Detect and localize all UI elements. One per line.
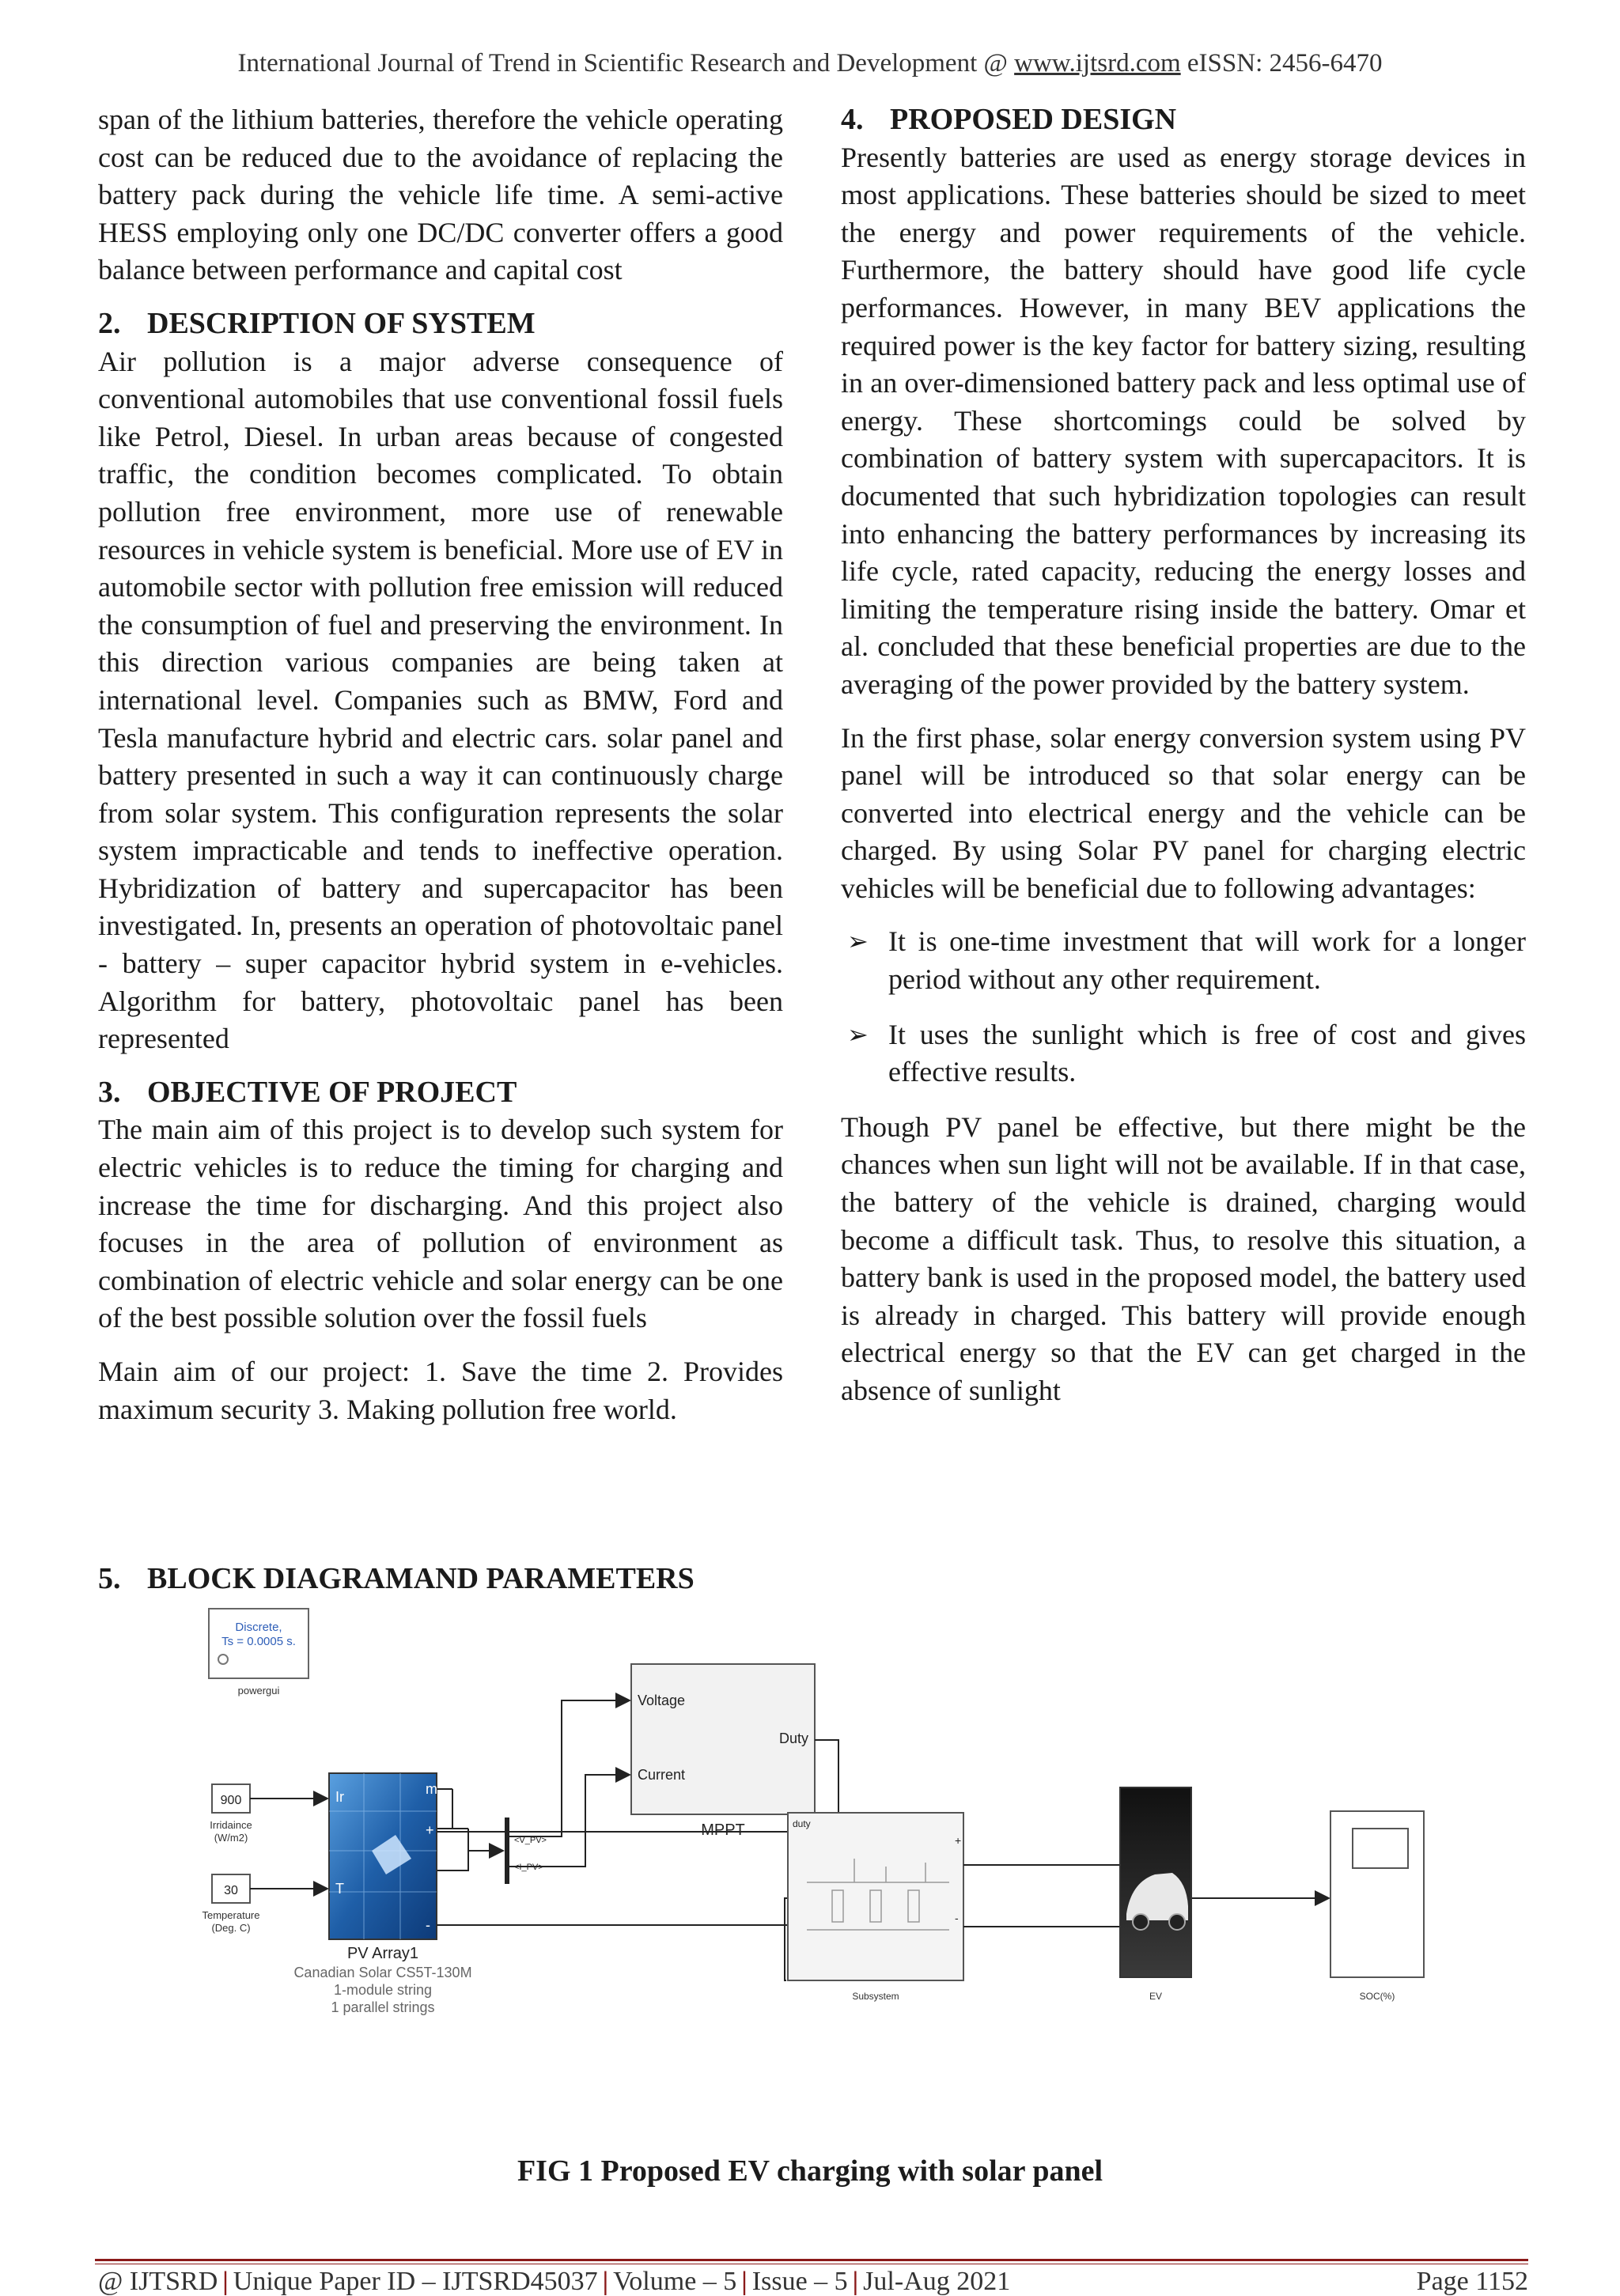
header-suffix: eISSN: 2456-6470 <box>1180 49 1383 78</box>
section-heading-4 <box>841 101 1526 139</box>
subsystem-block[interactable] <box>788 1813 963 2002</box>
bus-selector[interactable] <box>505 1818 547 1884</box>
bus-signal-v: <V_PV> <box>514 1836 547 1845</box>
section-number: 3. <box>98 1075 121 1109</box>
page-footer <box>98 2267 1528 2296</box>
soc-label: SOC(%) <box>1359 1991 1395 2002</box>
arrow-bullet-icon: ➢ <box>847 927 869 956</box>
figure-caption: FIG 1 Proposed EV charging with solar panel <box>517 2154 1103 2188</box>
block-diagram-figure <box>174 1598 1440 2151</box>
pv-array-parallel: 1 parallel strings <box>331 1999 435 2015</box>
irradiance-label: Irridaince <box>210 1819 252 1831</box>
pv-port-ir: Ir <box>335 1789 344 1805</box>
powergui-line1: Discrete, <box>235 1621 282 1634</box>
powergui-line2: Ts = 0.0005 s. <box>221 1635 296 1648</box>
mppt-port-voltage: Voltage <box>638 1693 686 1708</box>
running-header <box>0 49 1620 78</box>
subsystem-label: Subsystem <box>852 1991 899 2002</box>
header-prefix: International Journal of Trend in Scientific Research and Development @ <box>237 49 1015 78</box>
soc-scope-block[interactable] <box>1330 1811 1424 2002</box>
section-number: 2. <box>98 306 121 340</box>
paragraph: Presently batteries are used as energy storage devices in most applications. These batteries should be sized to meet the energy and power requirements of the vehicle. Furthermore, the battery should have good life cycle performances. However, in many BEV applications the required power is the key factor for battery sizing, resulting in an over-dimensioned battery pack and less optimal use of energy. These shortcomings could be solved by combination of battery system with supercapacitors. It is documented that such hybridization topologies can result into enhancing the battery performances by increasing its life cycle, rated capacity, reducing the energy losses and limiting the temperature rising inside the battery. Omar et al. concluded that these beneficial properties are due to the averaging of the power provided by the battery system. <box>841 141 1526 700</box>
simulink-diagram <box>174 1598 1440 2151</box>
pv-port-t: T <box>335 1881 344 1897</box>
paragraph: The main aim of this project is to develop such system for electric vehicles is to reduce the timing for charging and increase the time for discharging. And this project also focuses in the area of pollution of environment as combination of electric vehicle and solar energy can be one of the best possible solution over the fossil fuels <box>98 1114 783 1334</box>
footer-issue: Issue – 5 <box>751 2267 848 2296</box>
right-column <box>841 101 1526 1426</box>
paragraph: Main aim of our project: 1. Save the time 2. Provides maximum security 3. Making pollution free world. <box>98 1356 783 1425</box>
pv-array-label: PV Array1 <box>346 1945 419 1962</box>
pv-array-string: 1-module string <box>333 1982 433 1998</box>
pv-port-minus: - <box>426 1917 430 1933</box>
constant-lines <box>250 1799 327 1889</box>
page-number: Page 1152 <box>1416 2267 1528 2296</box>
pv-array-block[interactable] <box>293 1773 471 2015</box>
section-number: 4. <box>841 103 864 136</box>
powergui-label: powergui <box>237 1685 280 1696</box>
journal-link[interactable]: www.ijtsrd.com <box>1014 49 1181 78</box>
temperature-unit: (Deg. C) <box>211 1922 251 1934</box>
subsystem-port-duty: duty <box>793 1818 811 1829</box>
subsystem-port-plus: + <box>955 1834 962 1847</box>
temperature-constant[interactable] <box>202 1874 260 1934</box>
temperature-value: 30 <box>224 1884 238 1897</box>
subsystem-port-minus: - <box>955 1912 959 1924</box>
section-title: DESCRIPTION OF SYSTEM <box>147 306 536 340</box>
irradiance-constant[interactable] <box>210 1784 252 1844</box>
mppt-port-duty: Duty <box>778 1731 808 1746</box>
pv-array-model: Canadian Solar CS5T-130M <box>293 1965 472 1980</box>
pv-port-plus: + <box>426 1822 434 1838</box>
section-title: BLOCK DIAGRAMAND PARAMETERS <box>147 1562 695 1595</box>
list-item <box>841 923 1526 998</box>
paragraph: In the first phase, solar energy conversion system using PV panel will be introduced so that solar energy can be converted into electrical energy and the vehicle can be charged. By using Solar PV panel for charging electric vehicles will be beneficial due to following advantages: <box>841 721 1526 904</box>
mppt-port-current: Current <box>638 1767 686 1783</box>
footer-date: Jul-Aug 2021 <box>863 2267 1011 2296</box>
mppt-label: MPPT <box>701 1821 745 1839</box>
footer-rule <box>95 2259 1528 2261</box>
paragraph: Though PV panel be effective, but there might be the chances when sun light will not be available. If in that case, the battery of the vehicle is drained, charging would become a difficult task. Thus, to resolve this situation, a battery bank is used in the proposed model, the battery used is already in charged. This battery will provide enough electrical energy so that the EV can get charged in the absence of sunlight <box>841 1110 1526 1406</box>
paragraph: Air pollution is a major adverse consequence of conventional automobiles that use conventional fossil fuels like Petrol, Diesel. In urban areas because of congested traffic, the condition becomes complicated. To obtain pollution free environment, more use of renewable resources in vehicle system is beneficial. More use of EV in automobile sector with pollution free emission will reduced the consumption of fuel and preserving the environment. In this direction various companies are being taken at international level. Companies such as BMW, Ford and Tesla manufacture hybrid and electric cars. solar panel and battery presented in such a way it can continuously charge from solar system. This configuration represents the solar system impracticable and tends to ineffective operation. Hybridization of battery and supercapacitor has been investigated. In, presents an operation of photovoltaic panel - battery – super capacitor hybrid system in e-vehicles. Algorithm for battery, photovoltaic panel has been represented <box>98 345 783 1055</box>
pv-port-m: m <box>426 1781 437 1797</box>
power-lines <box>437 1832 788 1925</box>
list-item-text: It uses the sunlight which is free of cost and gives effective results. <box>888 1018 1526 1088</box>
section-heading-2 <box>98 305 783 343</box>
section-title: PROPOSED DESIGN <box>890 103 1177 136</box>
ev-block[interactable] <box>1120 1787 1191 2002</box>
scope-screen-icon <box>1353 1829 1408 1868</box>
irradiance-value: 900 <box>220 1794 242 1807</box>
footer-journal: @ IJTSRD <box>98 2267 218 2296</box>
section-number: 5. <box>98 1562 121 1595</box>
footer-paper-id: Unique Paper ID – IJTSRD45037 <box>233 2267 598 2296</box>
ev-label: EV <box>1149 1991 1163 2002</box>
left-column <box>98 101 783 1444</box>
arrow-bullet-icon: ➢ <box>847 1019 869 1049</box>
footer-info: @ IJTSRD | Unique Paper ID – IJTSRD45037 | Volume – 5 | Issue – 5 | Jul-Aug 2021 <box>98 2267 1011 2296</box>
list-item <box>841 1016 1526 1091</box>
advantages-list <box>841 923 1526 1091</box>
section-title: OBJECTIVE OF PROJECT <box>147 1075 517 1109</box>
powergui-block[interactable] <box>209 1609 308 1696</box>
temperature-label: Temperature <box>202 1909 260 1921</box>
paragraph: span of the lithium batteries, therefore the vehicle operating cost can be reduced due to the avoidance of replacing the battery pack during the vehicle life time. A semi-active HESS employing only one DC/DC converter offers a good balance between performance and capital cost <box>98 104 783 286</box>
footer-volume: Volume – 5 <box>613 2267 737 2296</box>
section-heading-3 <box>98 1074 783 1112</box>
list-item-text: It is one-time investment that will work for a longer period without any other requirement. <box>888 925 1526 996</box>
bus-signal-i: <I_PV> <box>514 1863 543 1872</box>
irradiance-unit: (W/m2) <box>214 1832 248 1844</box>
section-heading-5 <box>98 1560 695 1598</box>
